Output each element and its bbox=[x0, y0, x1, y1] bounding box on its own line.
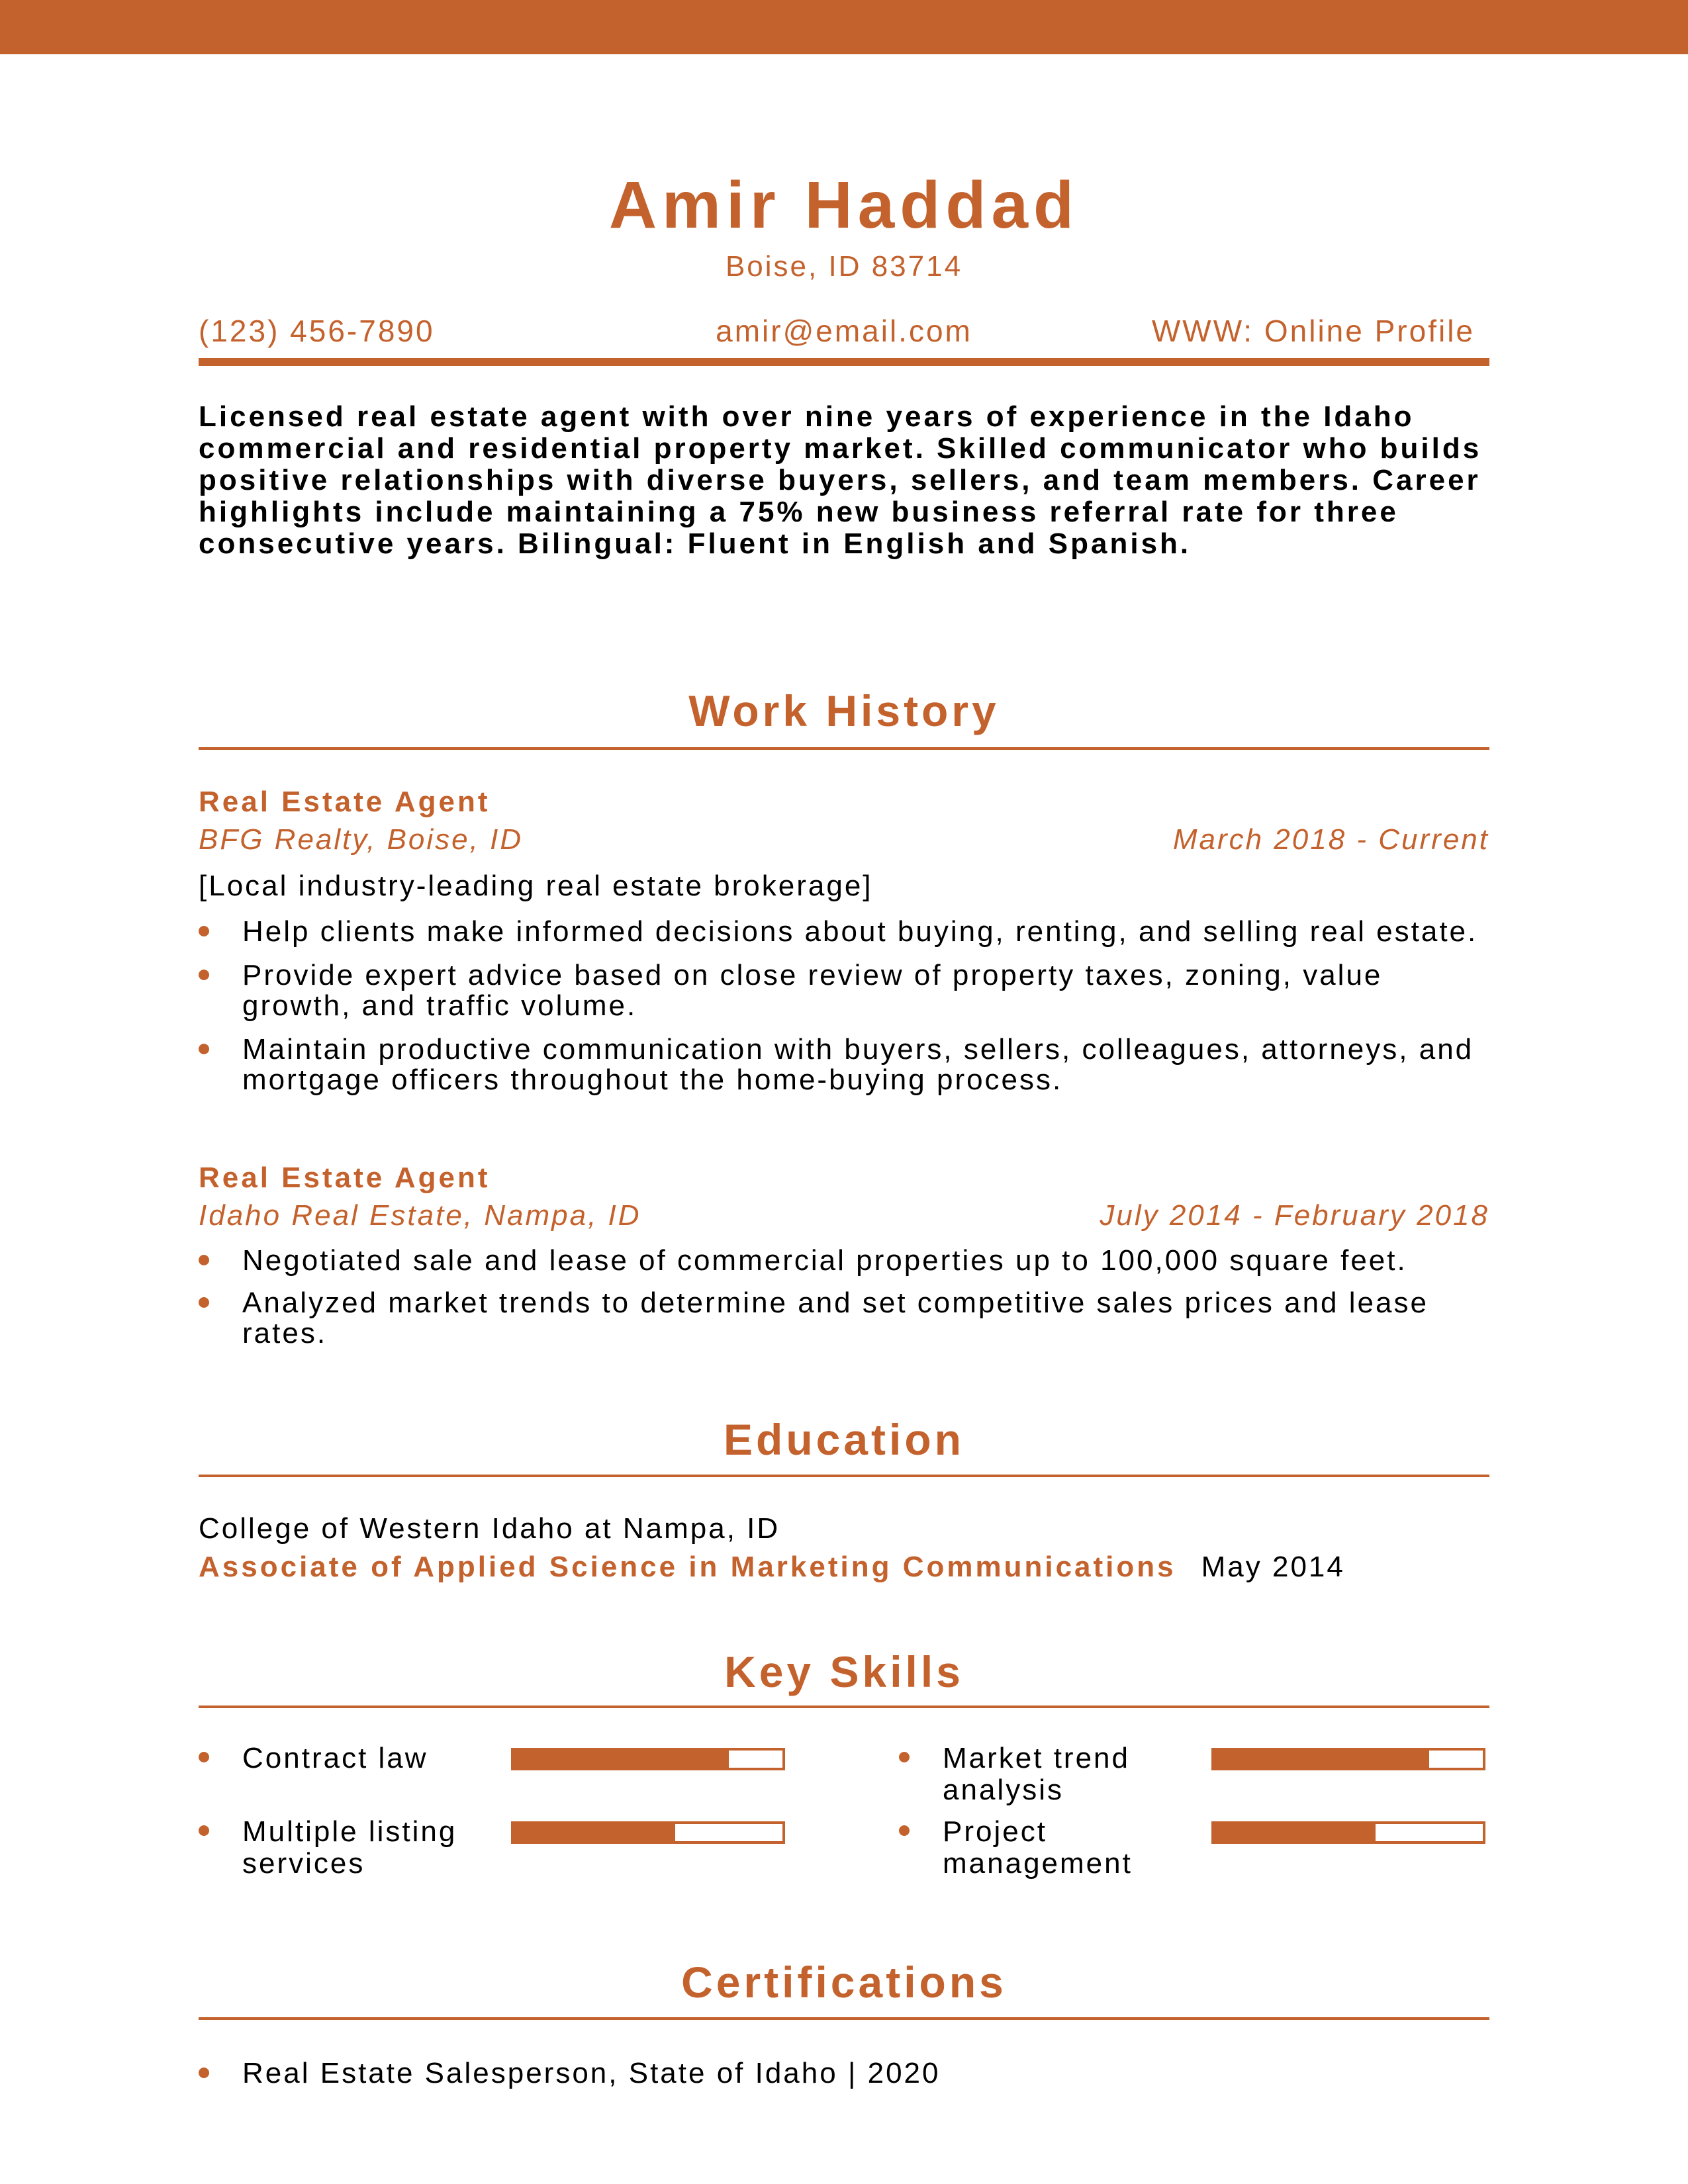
bullet-dot-icon bbox=[199, 1752, 209, 1762]
skill-label: Multiple listing services bbox=[242, 1816, 457, 1880]
skill-level-fill bbox=[1214, 1751, 1429, 1768]
section-title-certifications: Certifications bbox=[681, 1958, 1007, 2007]
skill-level-bar bbox=[511, 1748, 785, 1770]
education-date: May 2014 bbox=[1201, 1551, 1345, 1583]
skill-level-bar bbox=[1211, 1748, 1485, 1770]
job-description: [Local industry-leading real estate brokerage] bbox=[199, 870, 873, 902]
header-divider bbox=[199, 358, 1489, 366]
list-item: Maintain productive communication with buyers, sellers, colleagues, attorneys, and mortgage officers throughout the home-buying process. bbox=[199, 1034, 1489, 1095]
job-meta bbox=[199, 1197, 1489, 1234]
section-title-key-skills: Key Skills bbox=[724, 1647, 964, 1696]
contact-row bbox=[199, 311, 1489, 351]
job-dates: July 2014 - February 2018 bbox=[1100, 1199, 1489, 1232]
candidate-name: Amir Haddad bbox=[608, 168, 1080, 242]
section-divider bbox=[199, 1475, 1489, 1477]
skill-label: Contract law bbox=[242, 1743, 428, 1774]
skill-label: Market trend analysis bbox=[943, 1743, 1130, 1806]
bullet-dot-icon bbox=[899, 1752, 910, 1762]
skill-item bbox=[199, 1816, 781, 1889]
education-school: College of Western Idaho at Nampa, ID bbox=[199, 1512, 780, 1545]
skill-item bbox=[899, 1816, 1481, 1889]
skill-level-fill bbox=[514, 1751, 729, 1768]
certifications-list bbox=[199, 2058, 1489, 2102]
job-meta bbox=[199, 821, 1489, 858]
top-accent-bar bbox=[0, 0, 1688, 54]
section-divider bbox=[199, 2017, 1489, 2020]
job-dates: March 2018 - Current bbox=[1172, 823, 1489, 856]
job-company: Idaho Real Estate, Nampa, ID bbox=[199, 1199, 641, 1232]
phone-number: (123) 456-7890 bbox=[199, 314, 435, 348]
skill-level-fill bbox=[1214, 1824, 1376, 1841]
address: Boise, ID 83714 bbox=[725, 250, 963, 283]
job-title: Real Estate Agent bbox=[199, 786, 491, 818]
bullet-dot-icon bbox=[199, 1044, 209, 1054]
bullet-dot-icon bbox=[199, 1255, 209, 1265]
list-item: Analyzed market trends to determine and set competitive sales prices and lease rates. bbox=[199, 1288, 1489, 1349]
skill-label: Project management bbox=[943, 1816, 1133, 1880]
bullet-dot-icon bbox=[199, 970, 209, 980]
professional-summary: Licensed real estate agent with over nine years of experience in the Idaho commercial and residential property market. Skilled communicator who builds positive relationships with diverse buyers, sellers, and team members. Career highlights include maintaining a 75% new business referral rate for three consecutive years. Bilingual: Fluent in English and Spanish. bbox=[199, 400, 1482, 560]
list-item: Provide expert advice based on close review of property taxes, zoning, value growth, and traffic volume. bbox=[199, 960, 1489, 1021]
online-profile-link[interactable]: WWW: Online Profile bbox=[1151, 314, 1475, 348]
education-degree-row bbox=[199, 1549, 1345, 1586]
section-divider bbox=[199, 1706, 1489, 1708]
job-bullets bbox=[199, 917, 1489, 1109]
section-divider bbox=[199, 747, 1489, 750]
list-item: Negotiated sale and lease of commercial properties up to 100,000 square feet. bbox=[199, 1246, 1489, 1276]
list-item: Real Estate Salesperson, State of Idaho | 2020 bbox=[199, 2058, 1489, 2089]
list-item: Help clients make informed decisions about buying, renting, and selling real estate. bbox=[199, 917, 1489, 947]
education-degree: Associate of Applied Science in Marketing Communications bbox=[199, 1551, 1176, 1583]
bullet-dot-icon bbox=[199, 926, 209, 936]
skill-level-fill bbox=[514, 1824, 675, 1841]
job-bullets bbox=[199, 1246, 1489, 1362]
bullet-dot-icon bbox=[899, 1825, 910, 1836]
skill-item bbox=[199, 1743, 781, 1815]
skill-level-bar bbox=[511, 1821, 785, 1844]
bullet-dot-icon bbox=[199, 1297, 209, 1308]
skill-level-bar bbox=[1211, 1821, 1485, 1844]
section-title-work-history: Work History bbox=[688, 686, 1000, 735]
skill-item bbox=[899, 1743, 1481, 1815]
job-company: BFG Realty, Boise, ID bbox=[199, 823, 524, 856]
bullet-dot-icon bbox=[199, 2068, 209, 2078]
bullet-dot-icon bbox=[199, 1825, 209, 1836]
email-link[interactable]: amir@email.com bbox=[716, 314, 972, 348]
section-title-education: Education bbox=[723, 1415, 964, 1464]
job-title: Real Estate Agent bbox=[199, 1161, 491, 1194]
